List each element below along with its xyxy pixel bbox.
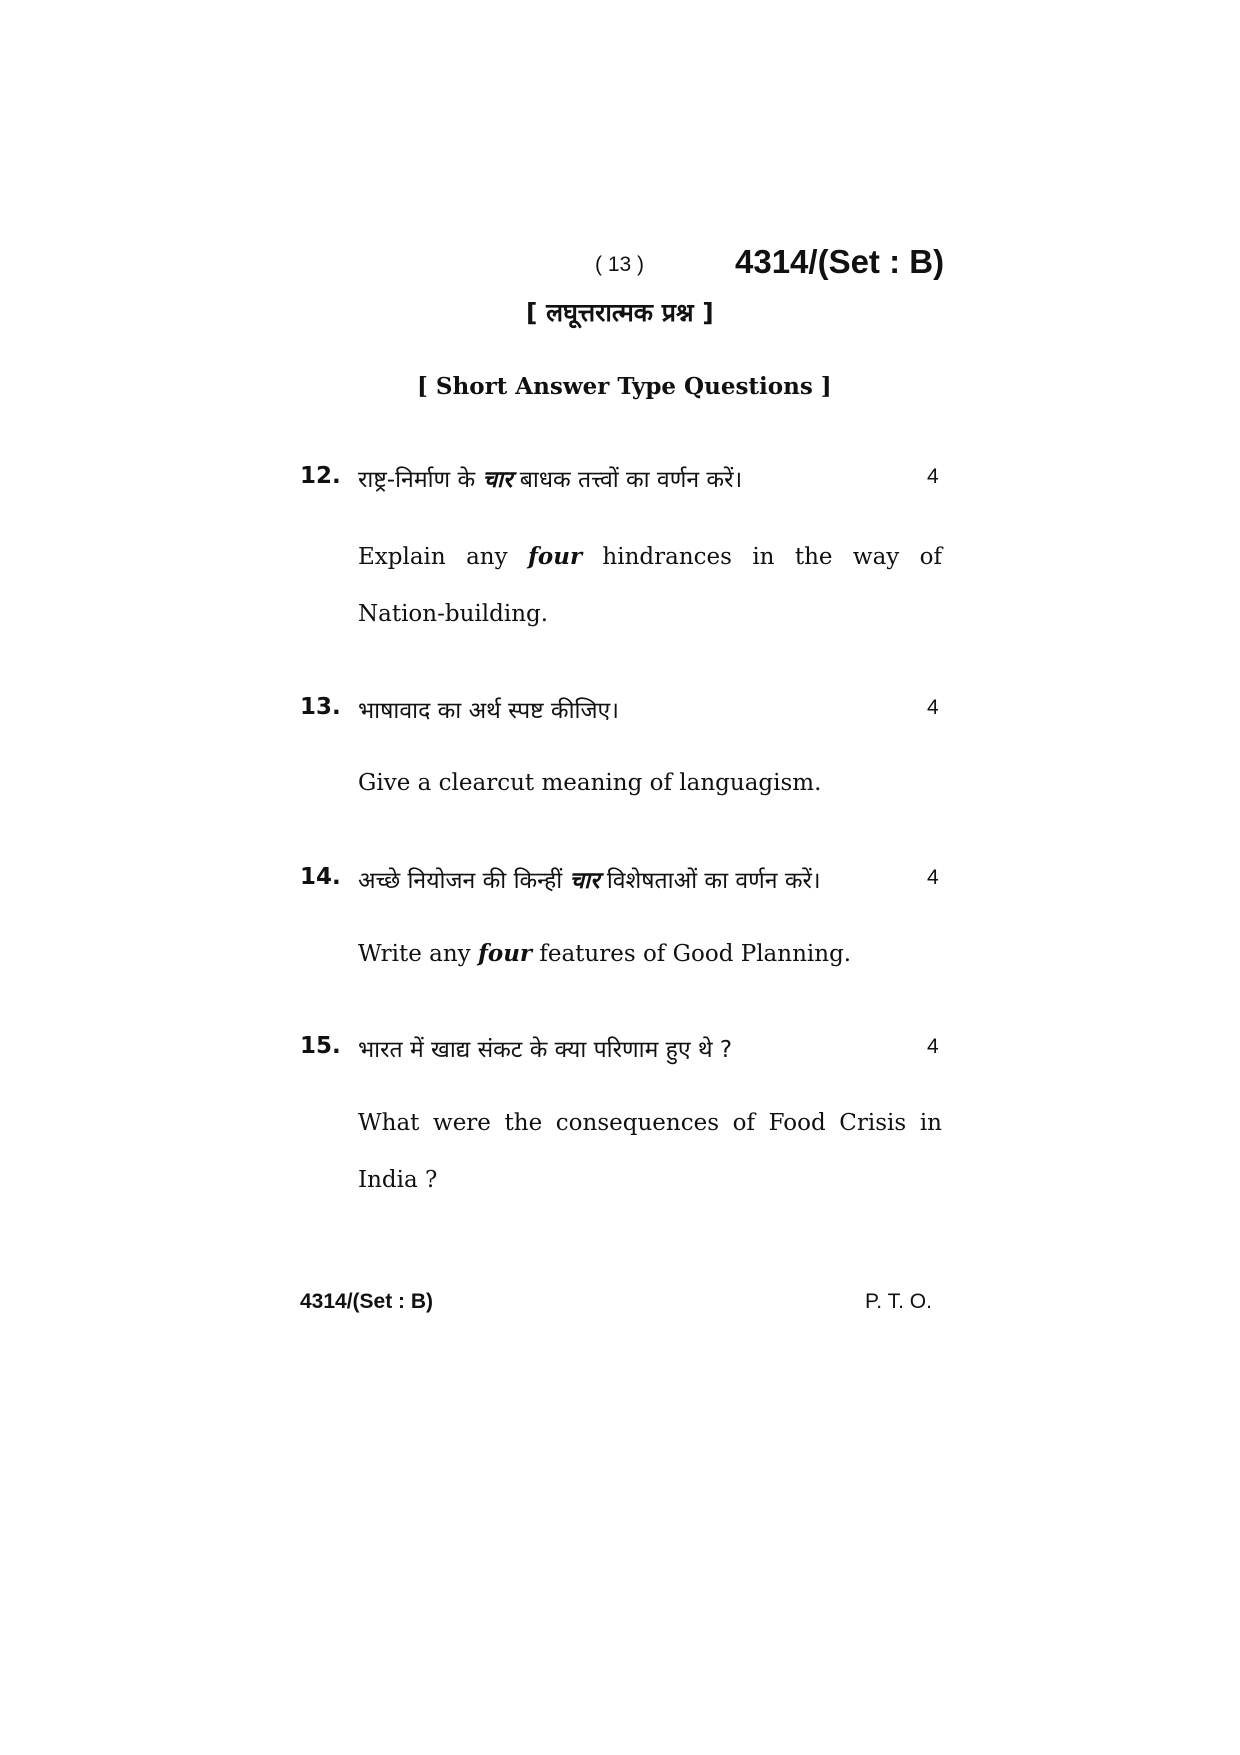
question-13-marks: 4 [927,696,939,719]
emphasis-word: four [477,940,533,967]
emphasis-word: चार [482,467,513,493]
emphasis-word: four [527,543,583,570]
question-12-marks: 4 [927,465,939,488]
question-13-hindi: भाषावाद का अर्थ स्पष्ट कीजिए। [358,698,619,724]
page-number: ( 13 ) [595,253,645,276]
question-14-hindi: अच्छे नियोजन की किन्हीं चार विशेषताओं का वर्णन करें। [358,868,821,894]
emphasis-word: चार [569,868,600,894]
question-13-number: 13. [300,694,341,720]
paper-code-header: 4314/(Set : B) [735,243,945,280]
question-15-hindi: भारत में खाद्य संकट के क्या परिणाम हुए थे ? [358,1037,733,1063]
question-15-english: What were the consequences of Food Crisis in India ? [358,1110,942,1193]
section-title-english: [ Short Answer Type Questions ] [417,373,832,400]
question-13-english: Give a clearcut meaning of languagism. [358,770,822,796]
please-turn-over: P. T. O. [865,1290,932,1313]
question-14-number: 14. [300,864,341,890]
question-15-marks: 4 [927,1035,939,1058]
question-14-english: Write any four features of Good Planning. [358,940,852,967]
question-15-number: 15. [300,1033,341,1059]
question-14-marks: 4 [927,866,939,889]
section-title-hindi: [ लघूत्तरात्मक प्रश्न ] [526,298,714,327]
question-12-english: Explain any four hindrances in the way of Nation-building. [358,543,942,627]
question-12-number: 12. [300,463,341,489]
paper-code-footer: 4314/(Set : B) [300,1290,434,1313]
question-12-hindi: राष्ट्र-निर्माण के चार बाधक तत्त्वों का वर्णन करें। [358,467,743,493]
